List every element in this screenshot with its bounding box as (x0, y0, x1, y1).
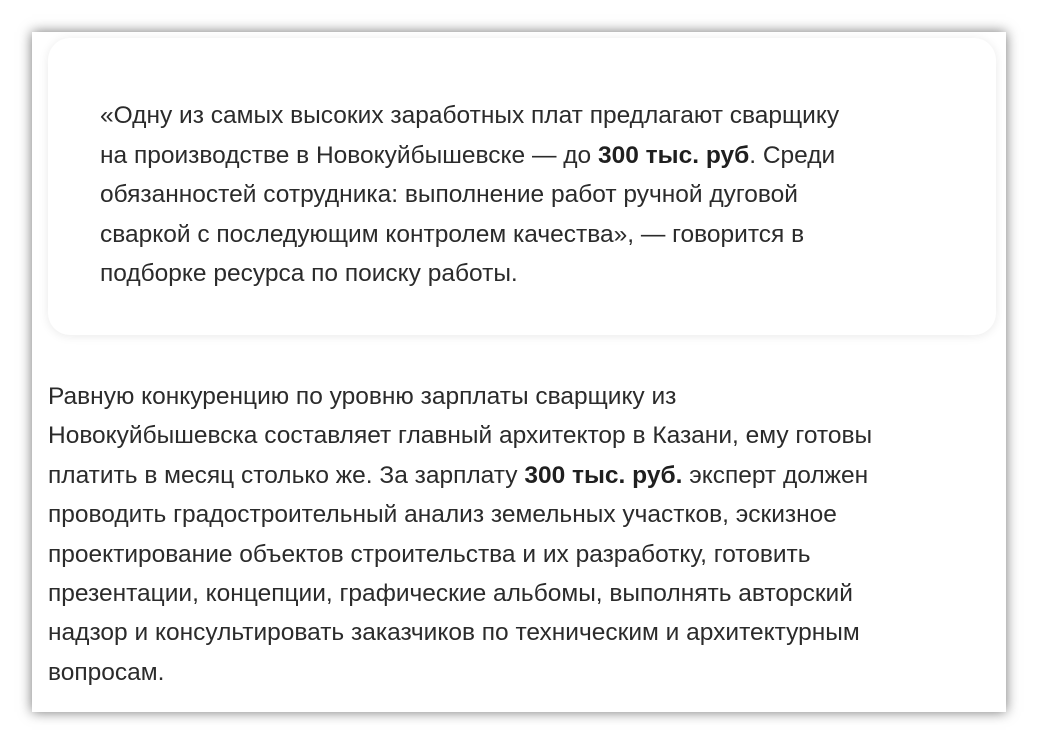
paragraph-line: надзор и консультировать заказчиков по техническим и архитектурным (48, 619, 860, 647)
salary-highlight: 300 тыс. руб (597, 141, 750, 169)
quote-card (48, 38, 996, 335)
quote-line: «Одну из самых высоких заработных плат предлагают сварщику (100, 102, 840, 129)
quote-line (100, 136, 960, 176)
paragraph-line-text: эксперт должен (682, 461, 869, 489)
quote-line: подборке ресурса по поиску работы. (100, 260, 518, 287)
quote-line: сваркой с последующим контролем качества», — говорится в (100, 220, 805, 248)
article-paragraph (48, 377, 998, 692)
paragraph-line: вопросам. (48, 658, 165, 686)
paragraph-line: Равную конкуренцию по уровню зарплаты сварщику из (48, 383, 677, 410)
paragraph-line: проводить градостроительный анализ земельных участков, эскизное (48, 501, 837, 529)
quote-line-text: . Среди (749, 141, 836, 169)
quote-text (100, 96, 960, 294)
paragraph-line (48, 456, 998, 495)
paragraph-line: Новокуйбышевска составляет главный архитектор в Казани, ему готовы (48, 422, 873, 450)
quote-line-text: на производстве в Новокуйбышевске — до (100, 141, 598, 169)
article-page (32, 32, 1006, 712)
paragraph-line-text: платить в месяц столько же. За зарплату (48, 461, 525, 489)
quote-line: обязанностей сотрудника: выполнение работ ручной дуговой (100, 181, 798, 208)
paragraph-line: презентации, концепции, графические альбомы, выполнять авторский (48, 580, 853, 608)
paragraph-line: проектирование объектов строительства и их разработку, готовить (48, 540, 811, 568)
salary-highlight: 300 тыс. руб. (524, 461, 683, 489)
